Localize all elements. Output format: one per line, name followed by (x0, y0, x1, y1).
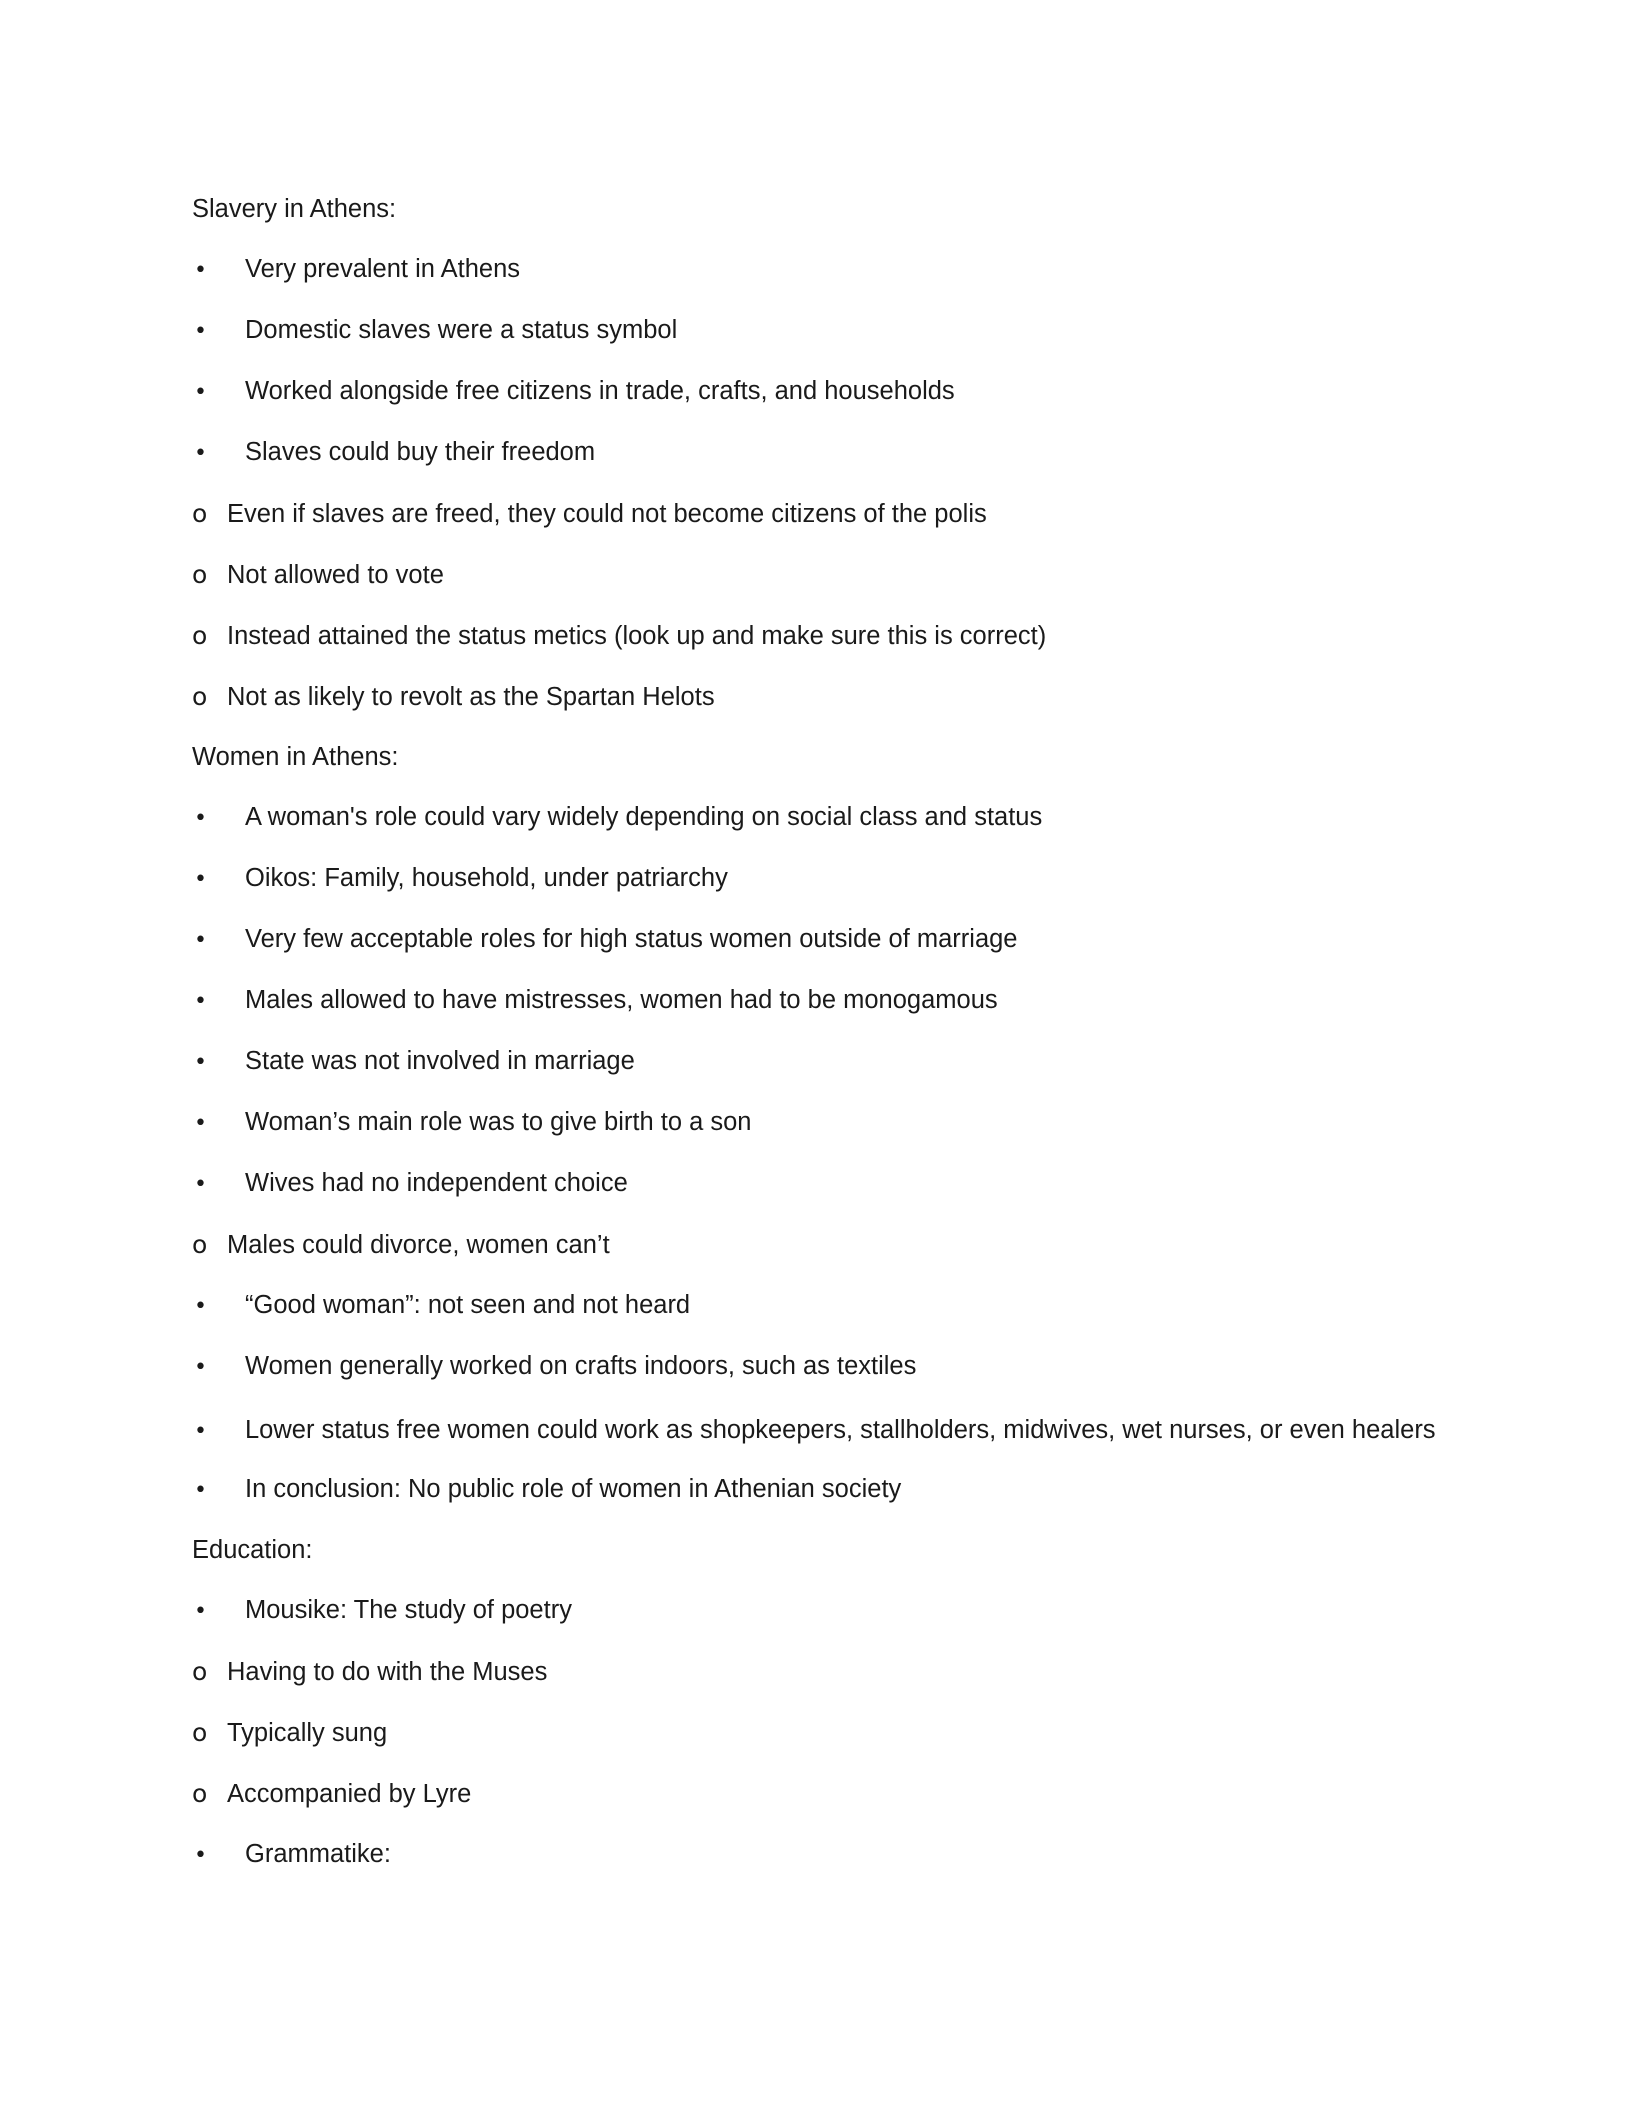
bullet-item (192, 1288, 1452, 1324)
bullet-item (192, 252, 1452, 288)
item-text: Having to do with the Muses (227, 1658, 548, 1686)
bullet-marker: • (194, 1599, 207, 1624)
bullet-marker: • (194, 989, 207, 1014)
item-text: A woman's role could vary widely depending on social class and status (245, 803, 1043, 831)
item-text: Not allowed to vote (227, 561, 444, 589)
bullet-marker: • (194, 319, 207, 344)
item-text: Grammatike: (245, 1840, 391, 1868)
item-text: Woman’s main role was to give birth to a son (245, 1108, 752, 1136)
sub-bullet-marker: o (192, 1779, 208, 1808)
item-text: “Good woman”: not seen and not heard (245, 1291, 691, 1319)
bullet-marker: • (194, 258, 207, 283)
sub-bullet-item (192, 1715, 1452, 1751)
item-text: Slaves could buy their freedom (245, 438, 596, 466)
sub-bullet-item (192, 1227, 1452, 1263)
heading-text: Women in Athens: (192, 743, 399, 771)
sub-bullet-item (192, 1654, 1452, 1690)
bullet-marker: • (194, 806, 207, 831)
bullet-item (192, 1349, 1452, 1385)
item-text: Accompanied by Lyre (227, 1780, 472, 1808)
item-text: Instead attained the status metics (look up and make sure this is correct) (227, 622, 1047, 650)
bullet-item (192, 1105, 1452, 1141)
section-heading (192, 1533, 1452, 1568)
item-text: Even if slaves are freed, they could not become citizens of the polis (227, 500, 987, 528)
bullet-marker: • (194, 1419, 207, 1444)
item-text: Very few acceptable roles for high status women outside of marriage (245, 925, 1018, 953)
bullet-item (192, 922, 1452, 958)
sub-bullet-item (192, 557, 1452, 593)
bullet-marker: • (194, 928, 207, 953)
item-text: Not as likely to revolt as the Spartan Helots (227, 683, 715, 711)
bullet-item (192, 1044, 1452, 1080)
bullet-marker: • (194, 1050, 207, 1075)
bullet-marker: • (194, 1294, 207, 1319)
item-text: Males allowed to have mistresses, women had to be monogamous (245, 986, 998, 1014)
bullet-item (192, 983, 1452, 1019)
bullet-marker: • (194, 1355, 207, 1380)
item-text: Domestic slaves were a status symbol (245, 316, 678, 344)
sub-bullet-marker: o (192, 1657, 208, 1686)
bullet-marker: • (194, 1111, 207, 1136)
bullet-item (192, 1410, 1452, 1452)
bullet-item (192, 313, 1452, 349)
bullet-item (192, 861, 1452, 897)
bullet-item (192, 435, 1452, 471)
bullet-marker: • (194, 1478, 207, 1503)
section-heading (192, 740, 1452, 775)
sub-bullet-marker: o (192, 499, 208, 528)
item-text: Very prevalent in Athens (245, 255, 521, 283)
bullet-item (192, 1166, 1452, 1202)
item-text: Mousike: The study of poetry (245, 1596, 572, 1624)
bullet-marker: • (194, 380, 207, 405)
bullet-marker: • (194, 441, 207, 466)
heading-text: Slavery in Athens: (192, 195, 397, 223)
sub-bullet-marker: o (192, 560, 208, 589)
document-body (192, 192, 1452, 1898)
sub-bullet-marker: o (192, 621, 208, 650)
sub-bullet-item (192, 1776, 1452, 1812)
item-text: Lower status free women could work as shopkeepers, stallholders, midwives, wet nurses, or even healers (245, 1416, 1436, 1444)
sub-bullet-item (192, 496, 1452, 532)
item-text: Typically sung (227, 1719, 388, 1747)
item-text: Oikos: Family, household, under patriarchy (245, 864, 728, 892)
sub-bullet-marker: o (192, 1718, 208, 1747)
sub-bullet-marker: o (192, 1230, 208, 1259)
sub-bullet-marker: o (192, 682, 208, 711)
bullet-marker: • (194, 867, 207, 892)
item-text: State was not involved in marriage (245, 1047, 635, 1075)
item-text: Males could divorce, women can’t (227, 1231, 610, 1259)
section-heading (192, 192, 1452, 227)
bullet-item (192, 374, 1452, 410)
heading-text: Education: (192, 1536, 313, 1564)
bullet-marker: • (194, 1172, 207, 1197)
bullet-marker: • (194, 1843, 207, 1868)
bullet-item (192, 1472, 1452, 1508)
bullet-item (192, 1837, 1452, 1873)
item-text: In conclusion: No public role of women in Athenian society (245, 1475, 902, 1503)
item-text: Worked alongside free citizens in trade, crafts, and households (245, 377, 955, 405)
item-text: Women generally worked on crafts indoors, such as textiles (245, 1352, 917, 1380)
sub-bullet-item (192, 679, 1452, 715)
sub-bullet-item (192, 618, 1452, 654)
item-text: Wives had no independent choice (245, 1169, 628, 1197)
bullet-item (192, 1593, 1452, 1629)
bullet-item (192, 800, 1452, 836)
